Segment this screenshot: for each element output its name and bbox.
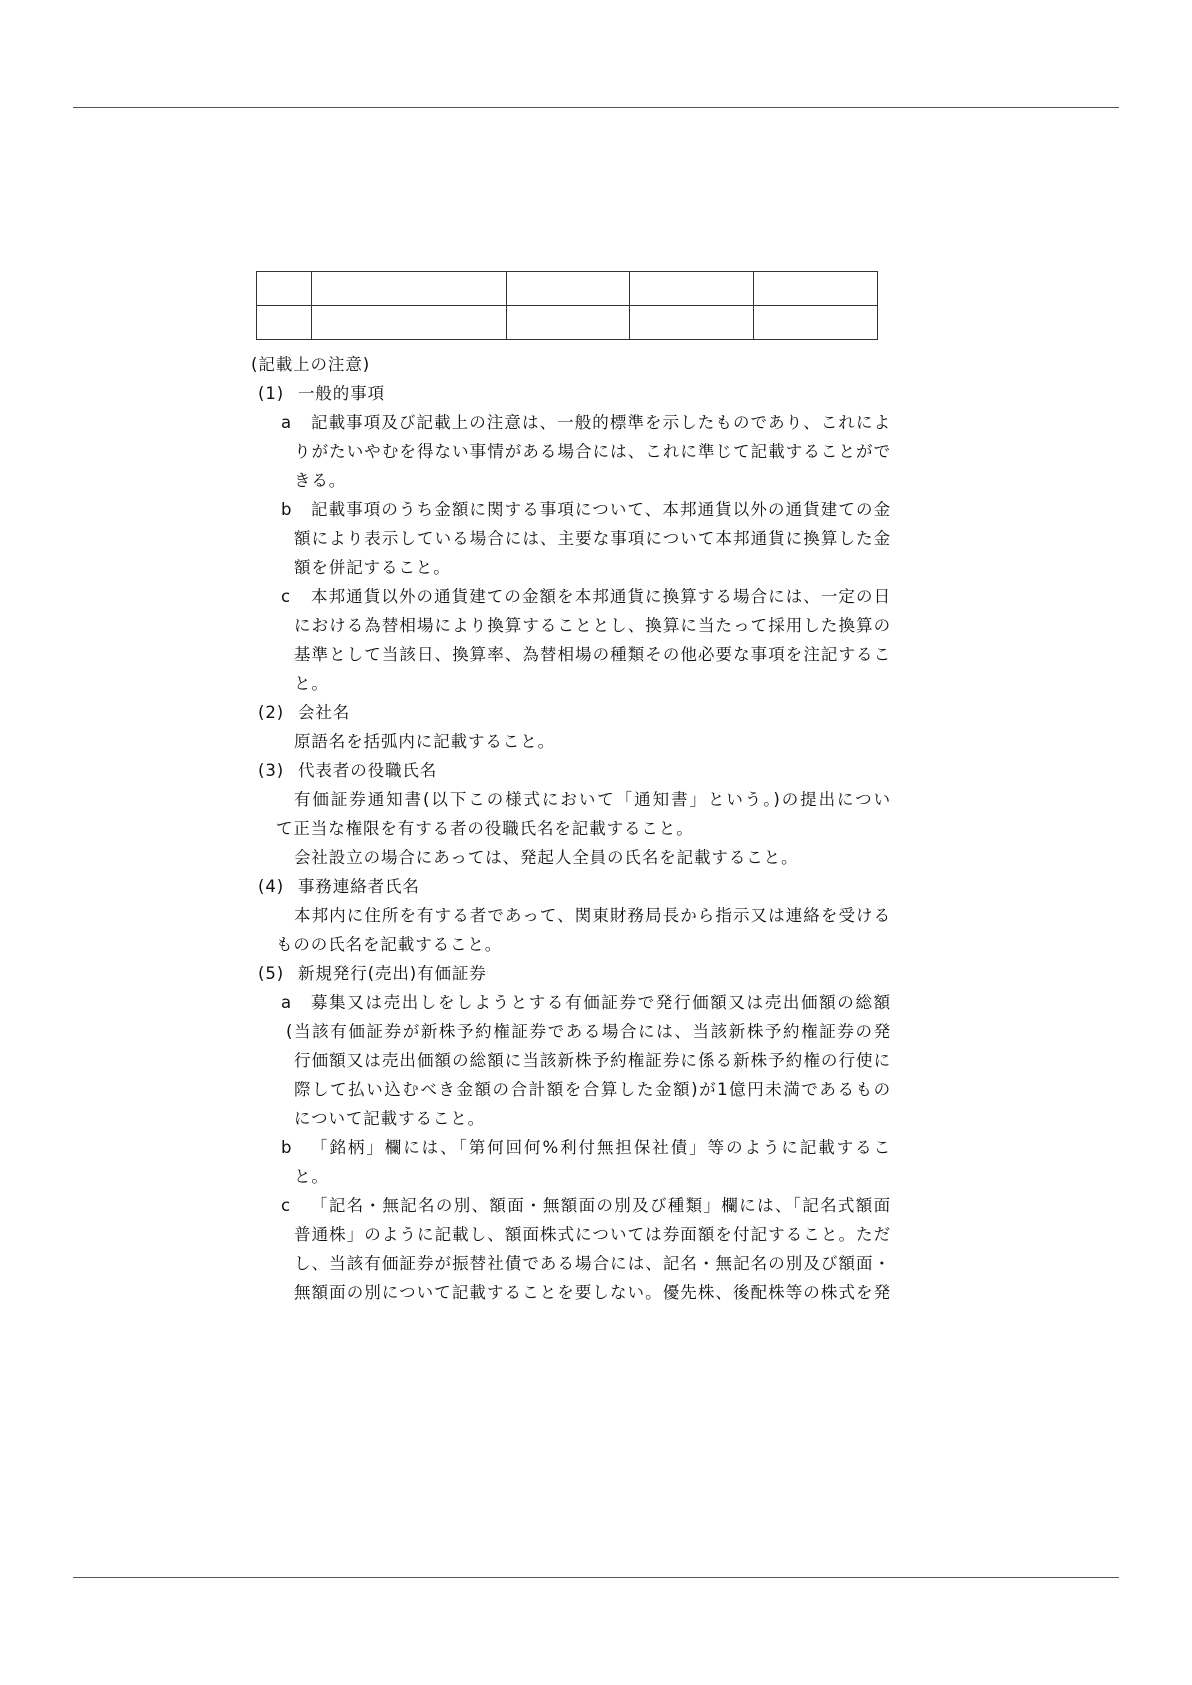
text-line: 原語名を括弧内に記載すること。 (294, 732, 555, 751)
header-rule (73, 107, 1119, 108)
blank-form-table (256, 271, 878, 340)
section-heading-3 (258, 760, 437, 782)
table-cell (754, 272, 878, 306)
text-line: 会社設立の場合にあっては、発起人全員の氏名を記載すること。 (294, 848, 799, 867)
text-line: 額を併記すること。 (294, 558, 451, 577)
table-cell (630, 272, 754, 306)
table-cell (507, 306, 630, 340)
notes-heading: (記載上の注意) (251, 355, 371, 374)
section-marker: (5) (258, 964, 285, 983)
section-heading-4 (258, 876, 420, 898)
text-line: と。 (294, 674, 329, 693)
text-line: きる。 (294, 471, 347, 490)
text-line: 際して払い込むべき金額の合計額を合算した金額)が1億円未満であるもの (294, 1080, 891, 1099)
section-heading-2 (258, 702, 350, 724)
text-line: における為替相場により換算することとし、換算に当たって採用した換算の (294, 616, 891, 635)
item-marker-b: b (281, 1138, 293, 1157)
text-line: について記載すること。 (294, 1109, 486, 1128)
text-line: (当該有価証券が新株予約権証券である場合には、当該新株予約権証券の発 (286, 1022, 891, 1041)
section-marker: (2) (258, 703, 285, 722)
text-line: と。 (294, 1167, 329, 1186)
section-title: 代表者の役職氏名 (298, 761, 438, 780)
text-line: て正当な権限を有する者の役職氏名を記載すること。 (276, 819, 694, 838)
item-marker-a: a (281, 413, 293, 432)
text-line: 基準として当該日、換算率、為替相場の種類その他必要な事項を注記するこ (294, 645, 891, 664)
section-marker: (1) (258, 384, 285, 403)
section-title: 新規発行(売出)有価証券 (298, 964, 487, 983)
text-line: 本邦通貨以外の通貨建ての金額を本邦通貨に換算する場合には、一定の日 (311, 587, 891, 606)
section-heading-1 (258, 383, 385, 405)
text-line: 行価額又は売出価額の総額に当該新株予約権証券に係る新株予約権の行使に (294, 1051, 891, 1070)
footer-rule (73, 1577, 1119, 1578)
section-heading-5 (258, 963, 487, 985)
section-title: 一般的事項 (298, 384, 385, 403)
section-title: 会社名 (298, 703, 351, 722)
item-marker-a: a (281, 993, 293, 1012)
text-line: 記載事項及び記載上の注意は、一般的標準を示したものであり、これによ (311, 413, 891, 432)
item-marker-c: c (281, 1196, 291, 1215)
item-marker-c: c (281, 587, 291, 606)
text-line: 記載事項のうち金額に関する事項について、本邦通貨以外の通貨建ての金 (311, 500, 891, 519)
text-line: 額により表示している場合には、主要な事項について本邦通貨に換算した金 (294, 529, 891, 548)
table-cell (630, 306, 754, 340)
text-line: 「記名・無記名の別、額面・無額面の別及び種類」欄には、「記名式額面 (311, 1196, 891, 1215)
section-marker: (3) (258, 761, 285, 780)
table-cell (257, 306, 312, 340)
text-line: ものの氏名を記載すること。 (276, 935, 503, 954)
table-cell (257, 272, 312, 306)
section-marker: (4) (258, 877, 285, 896)
text-line: 本邦内に住所を有する者であって、関東財務局長から指示又は連絡を受ける (294, 906, 891, 925)
table-row (257, 272, 878, 306)
table-row (257, 306, 878, 340)
table-cell (507, 272, 630, 306)
text-line: 普通株」のように記載し、額面株式については券面額を付記すること。ただ (294, 1225, 891, 1244)
text-line: りがたいやむを得ない事情がある場合には、これに準じて記載することがで (294, 442, 891, 461)
text-line: 募集又は売出しをしようとする有価証券で発行価額又は売出価額の総額 (311, 993, 891, 1012)
section-title: 事務連絡者氏名 (298, 877, 420, 896)
table-cell (312, 306, 507, 340)
text-line: 無額面の別について記載することを要しない。優先株、後配株等の株式を発 (294, 1283, 891, 1302)
text-line: 有価証券通知書(以下この様式において「通知書」という。)の提出につい (294, 790, 891, 809)
item-marker-b: b (281, 500, 293, 519)
text-line: 「銘柄」欄には、「第何回何%利付無担保社債」等のように記載するこ (311, 1138, 891, 1157)
table-cell (312, 272, 507, 306)
text-line: し、当該有価証券が振替社債である場合には、記名・無記名の別及び額面・ (294, 1254, 891, 1273)
table-cell (754, 306, 878, 340)
